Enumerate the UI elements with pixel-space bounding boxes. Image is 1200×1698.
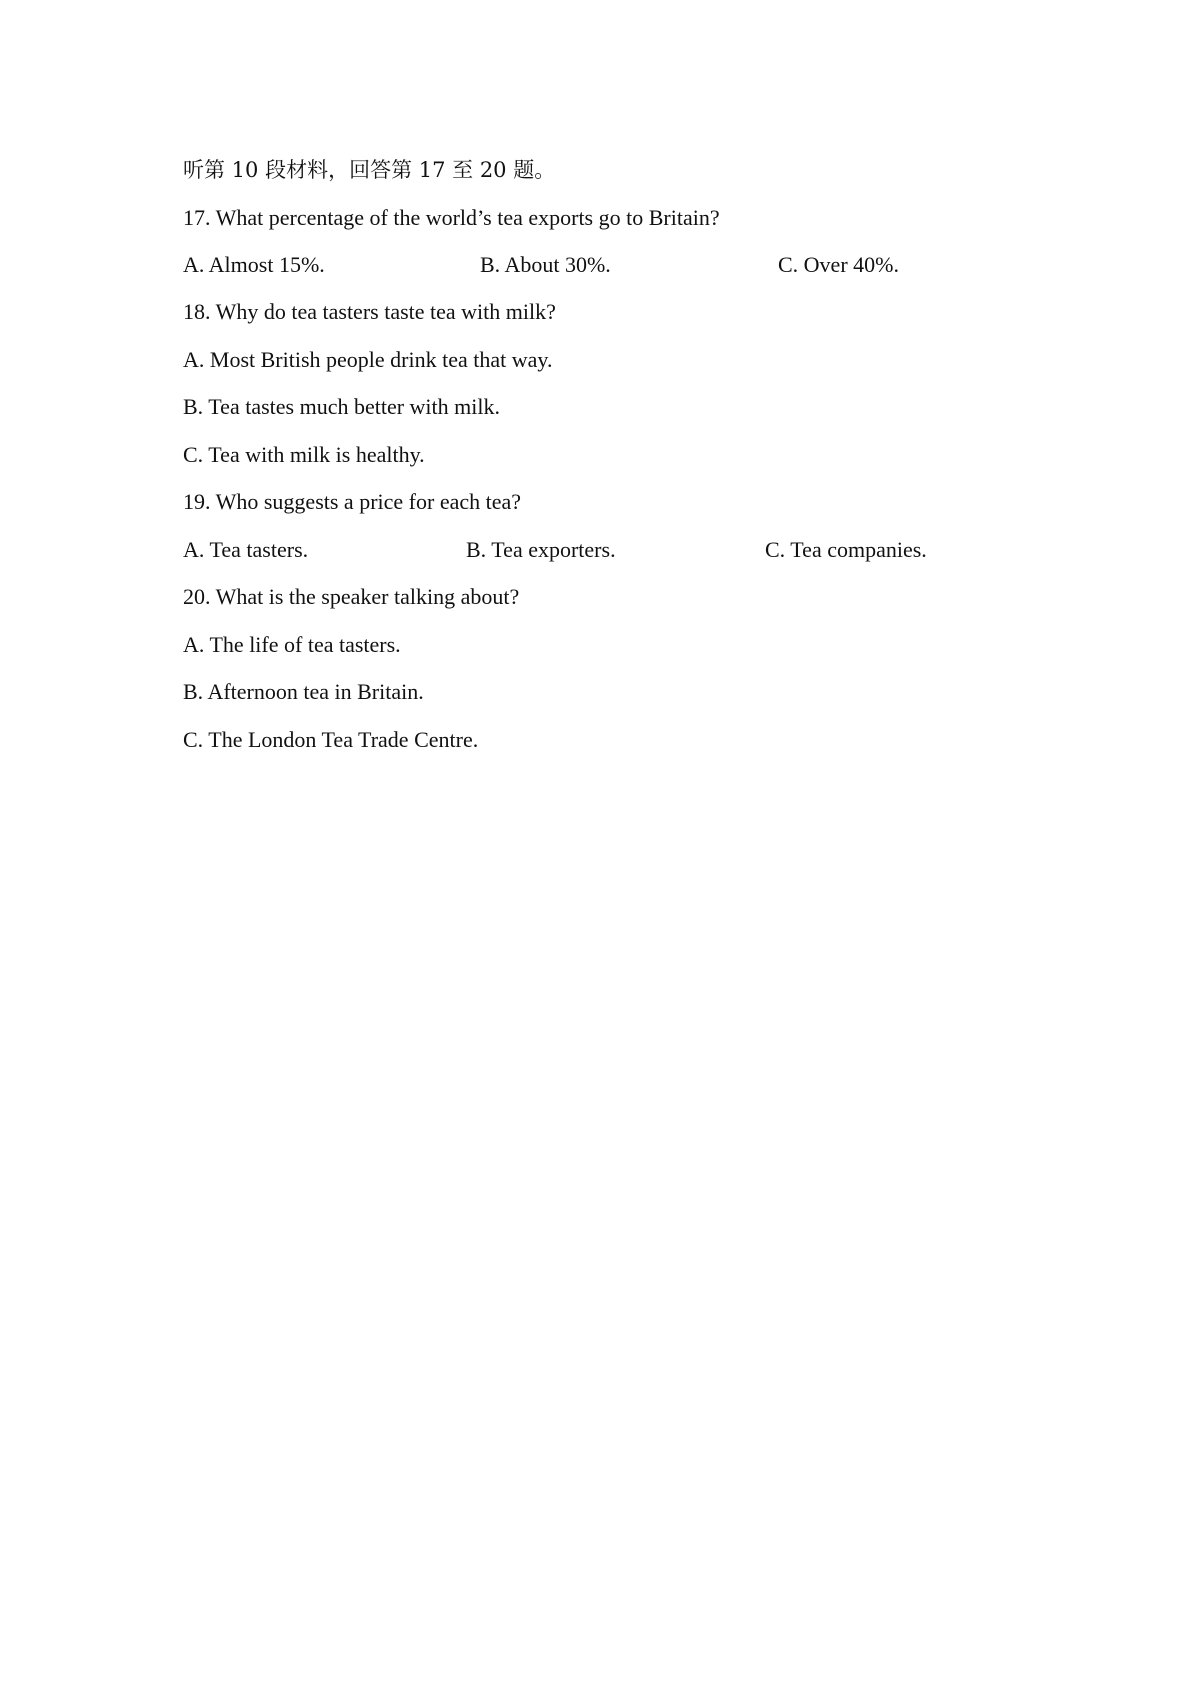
question-17-stem: 17. What percentage of the world’s tea exports go to Britain?: [183, 205, 720, 230]
question-18-option-c: C. Tea with milk is healthy.: [183, 442, 425, 467]
question-20-option-a: A. The life of tea tasters.: [183, 632, 401, 657]
question-19-option-b: B. Tea exporters.: [466, 537, 616, 562]
question-18-option-a: A. Most British people drink tea that way.: [183, 347, 553, 372]
section-heading: 听第 10 段材料，回答第 17 至 20 题。: [183, 158, 556, 182]
question-20-stem: 20. What is the speaker talking about?: [183, 584, 520, 609]
question-19-stem: 19. Who suggests a price for each tea?: [183, 489, 522, 514]
question-20-option-b: B. Afternoon tea in Britain.: [183, 679, 424, 704]
question-19-option-a: A. Tea tasters.: [183, 537, 309, 562]
question-20-option-c: C. The London Tea Trade Centre.: [183, 727, 479, 752]
question-18-stem: 18. Why do tea tasters taste tea with milk?: [183, 299, 556, 324]
question-19-option-c: C. Tea companies.: [765, 537, 927, 562]
question-17-option-a: A. Almost 15%.: [183, 252, 325, 277]
question-18-option-b: B. Tea tastes much better with milk.: [183, 394, 500, 419]
question-17-option-c: C. Over 40%.: [778, 252, 899, 277]
question-17-option-b: B. About 30%.: [480, 252, 611, 277]
